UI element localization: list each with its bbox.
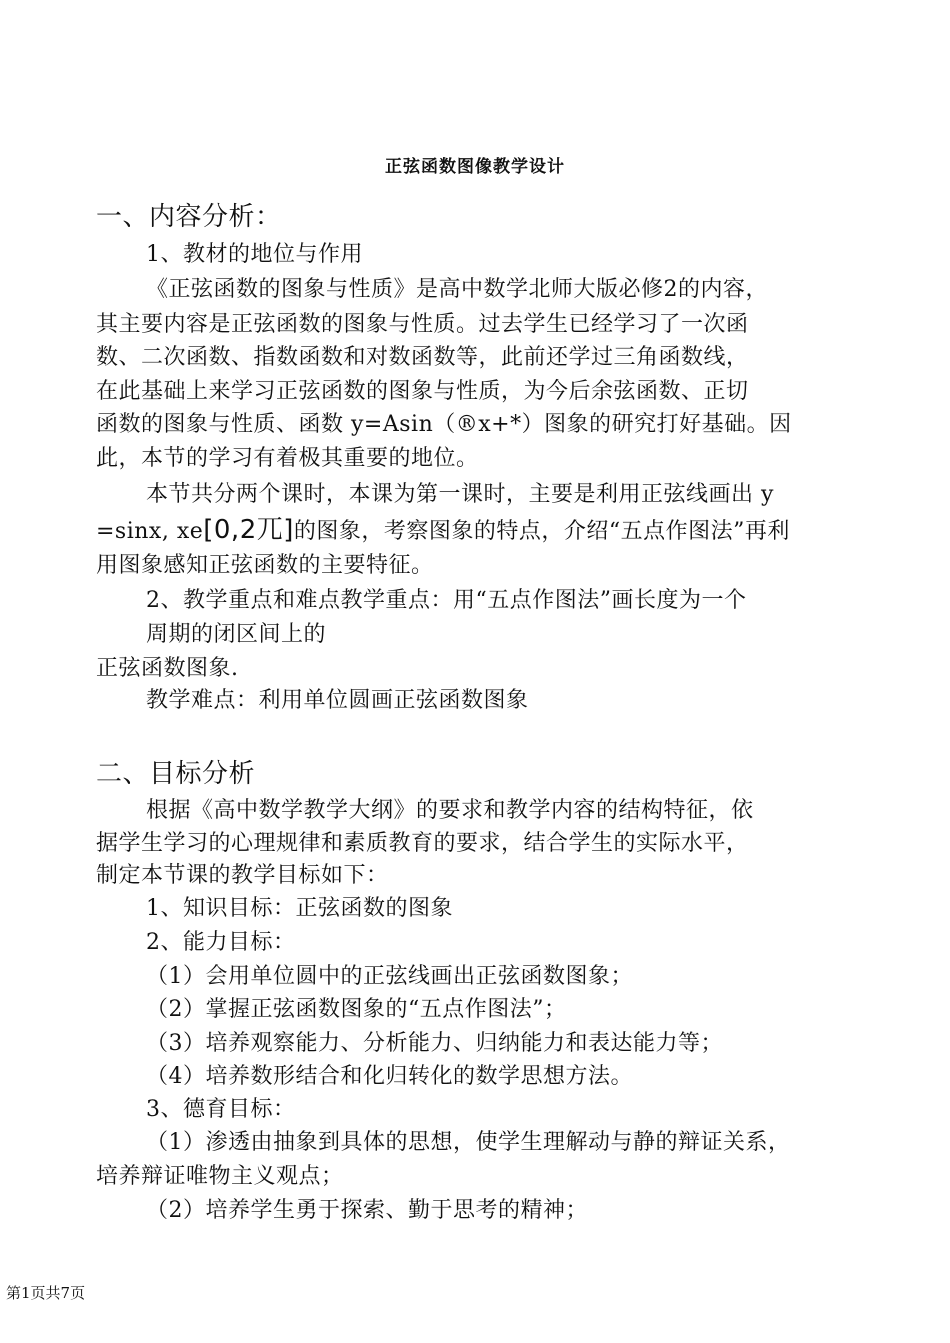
goal-moral-item-continued: 培养辩证唯物主义观点； <box>96 1164 344 1189</box>
goal-ability-item: （4）培养数形结合和化归转化的数学思想方法。 <box>146 1064 633 1089</box>
paragraph-line: 根据《高中数学教学大纲》的要求和教学内容的结构特征，依 <box>146 798 754 823</box>
page-number-footer: 第1页共7页 <box>6 1284 86 1302</box>
paragraph-line: 函数的图象与性质、函数 y=Asin（®x+*）图象的研究打好基础。因 <box>96 412 792 437</box>
goal-ability: 2、能力目标： <box>146 930 296 955</box>
interval-text: [0,2兀] <box>203 515 294 545</box>
paragraph-line: 据学生学习的心理规律和素质教育的要求，结合学生的实际水平， <box>96 831 749 856</box>
paragraph-line: 此，本节的学习有着极其重要的地位。 <box>96 446 479 471</box>
subheading-textbook-role: 1、教材的地位与作用 <box>146 242 363 267</box>
paragraph-line: 周期的闭区间上的 <box>146 622 327 647</box>
goal-knowledge: 1、知识目标：正弦函数的图象 <box>146 896 453 921</box>
goal-moral-item: （2）培养学生勇于探索、勤于思考的精神； <box>146 1198 588 1223</box>
paragraph-line-with-formula <box>96 515 790 547</box>
goal-ability-item: （1）会用单位圆中的正弦线画出正弦函数图象； <box>146 964 633 989</box>
paragraph-line: 《正弦函数的图象与性质》是高中数学北师大版必修2的内容， <box>146 277 768 302</box>
paragraph-line: 教学难点：利用单位圆画正弦函数图象 <box>146 688 529 713</box>
paragraph-line: 本节共分两个课时，本课为第一课时，主要是利用正弦线画出 y <box>146 482 774 507</box>
paragraph-line: 其主要内容是正弦函数的图象与性质。过去学生已经学习了一次函 <box>96 312 749 337</box>
paragraph-line: 数、二次函数、指数函数和对数函数等，此前还学过三角函数线， <box>96 345 749 370</box>
document-title: 正弦函数图像教学设计 <box>385 157 565 177</box>
paragraph-line: 在此基础上来学习正弦函数的图象与性质，为今后余弦函数、正切 <box>96 379 749 404</box>
section-heading-content-analysis: 一、内容分析： <box>96 202 282 232</box>
paragraph-line: 用图象感知正弦函数的主要特征。 <box>96 553 434 578</box>
formula-text: =sinx, xe <box>96 519 204 544</box>
section-heading-goal-analysis: 二、目标分析 <box>96 759 256 789</box>
goal-ability-item: （3）培养观察能力、分析能力、归纳能力和表达能力等； <box>146 1031 723 1056</box>
paragraph-line: 制定本节课的教学目标如下： <box>96 863 389 888</box>
paragraph-line: 正弦函数图象. <box>96 656 239 681</box>
goal-ability-item: （2）掌握正弦函数图象的“五点作图法”； <box>146 997 567 1022</box>
subheading-key-points: 2、教学重点和难点教学重点：用“五点作图法”画长度为一个 <box>146 588 747 613</box>
goal-moral-item: （1）渗透由抽象到具体的思想，使学生理解动与静的辩证关系， <box>146 1130 791 1155</box>
goal-moral: 3、德育目标： <box>146 1097 296 1122</box>
paragraph-text: 的图象，考察图象的特点，介绍“五点作图法”再利 <box>293 519 790 544</box>
